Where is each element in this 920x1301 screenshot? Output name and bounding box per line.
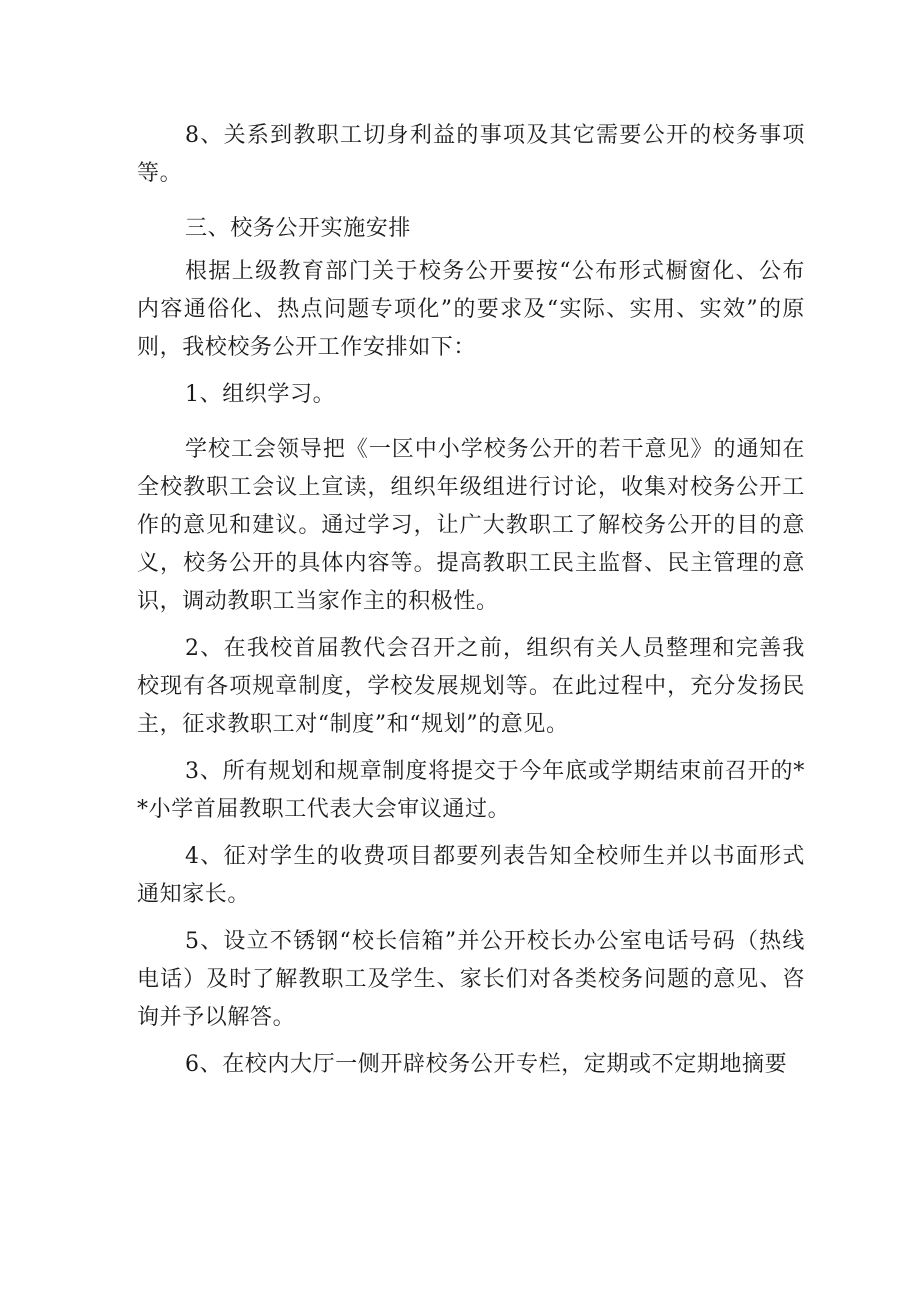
paragraph-intro: 根据上级教育部门关于校务公开要按“公布形式橱窗化、公布内容通俗化、热点问题专项化”的要求及“实际、实用、实效”的原则，我校校务公开工作安排如下： bbox=[137, 259, 805, 360]
document-body bbox=[137, 117, 805, 1084]
paragraph-step-6: 6、在校内大厅一侧开辟校务公开专栏，定期或不定期地摘要 bbox=[185, 1052, 788, 1077]
paragraph-step-4: 4、征对学生的收费项目都要列表告知全校师生并以书面形式通知家长。 bbox=[137, 844, 805, 907]
paragraph-step-3: 3、所有规划和规章制度将提交于今年底或学期结束前召开的**小学首届教职工代表大会审议通过。 bbox=[137, 759, 805, 822]
paragraph-item-8: 8、关系到教职工切身利益的事项及其它需要公开的校务事项等。 bbox=[137, 123, 805, 186]
section-heading-implementation: 三、校务公开实施安排 bbox=[185, 216, 412, 241]
paragraph-step-5: 5、设立不锈钢“校长信箱”并公开校长办公室电话号码（热线电话）及时了解教职工及学生、家长们对各类校务问题的意见、咨询并予以解答。 bbox=[137, 929, 805, 1030]
paragraph-step-2: 2、在我校首届教代会召开之前，组织有关人员整理和完善我校现有各项规章制度，学校发展规划等。在此过程中，充分发扬民主，征求教职工对“制度”和“规划”的意见。 bbox=[137, 636, 805, 737]
paragraph-step-1-body: 学校工会领导把《一区中小学校务公开的若干意见》的通知在全校教职工会议上宣读，组织年级组进行讨论，收集对校务公开工作的意见和建议。通过学习，让广大教职工了解校务公开的目的意义，校务公开的具体内容等。提高教职工民主监督、民主管理的意识，调动教职工当家作主的积极性。 bbox=[137, 437, 805, 614]
paragraph-step-1-heading: 1、组织学习。 bbox=[185, 382, 336, 407]
